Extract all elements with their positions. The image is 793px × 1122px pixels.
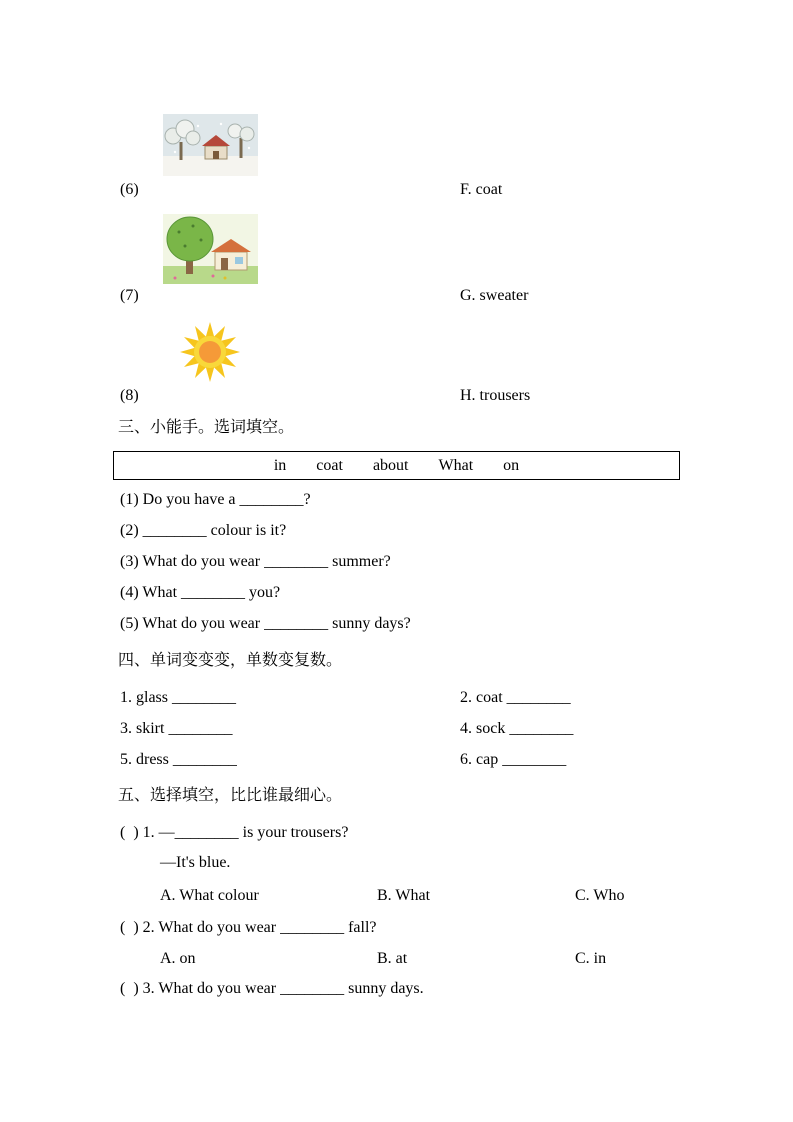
spring-scene-image [163,214,258,284]
section5-question-1-option-c: C. Who [575,887,625,904]
match-item-8-label: (8) [120,387,139,404]
word-bank-word: What [438,456,474,474]
word-bank-word: coat [316,456,343,474]
section5-question-1-stem: ( ) 1. —________ is your trousers? [120,824,349,841]
match-item-7-answer: G. sweater [460,287,529,304]
section5-question-1-option-b: B. What [377,887,431,904]
section3-question-2: (2) ________ colour is it? [120,522,287,539]
section5-question-2-option-c: C. in [575,950,607,967]
word-bank-word: about [372,456,409,474]
section3-question-4: (4) What ________ you? [120,584,281,601]
match-item-6-label: (6) [120,181,139,198]
winter-scene-image [163,114,258,176]
section5-question-1-followup: —It's blue. [160,854,231,871]
section5-question-2-stem: ( ) 2. What do you wear ________ fall? [120,919,377,936]
section3-question-1: (1) Do you have a ________? [120,491,311,508]
word-bank-word: in [273,456,287,474]
section4-item-3: 3. skirt ________ [120,720,233,737]
section4-title: 四、单词变变变，单数变复数。 [118,652,343,669]
section3-question-3: (3) What do you wear ________ summer? [120,553,391,570]
section4-item-6: 6. cap ________ [460,751,567,768]
section5-question-3-stem: ( ) 3. What do you wear ________ sunny days. [120,980,424,997]
match-item-7-label: (7) [120,287,139,304]
section5-title: 五、选择填空，比比谁最细心。 [118,787,343,804]
section4-item-4: 4. sock ________ [460,720,574,737]
word-bank-word: on [503,456,520,474]
section5-question-1-option-a: A. What colour [160,887,259,904]
word-bank-box [113,451,680,480]
sun-image [172,318,248,386]
match-item-6-answer: F. coat [460,181,503,198]
section4-item-1: 1. glass ________ [120,689,236,706]
section3-title: 三、小能手。选词填空。 [118,419,295,436]
section3-question-5: (5) What do you wear ________ sunny days? [120,615,411,632]
section4-item-2: 2. coat ________ [460,689,571,706]
section5-question-2-option-a: A. on [160,950,196,967]
section5-question-2-option-b: B. at [377,950,408,967]
match-item-8-answer: H. trousers [460,387,531,404]
section4-item-5: 5. dress ________ [120,751,237,768]
